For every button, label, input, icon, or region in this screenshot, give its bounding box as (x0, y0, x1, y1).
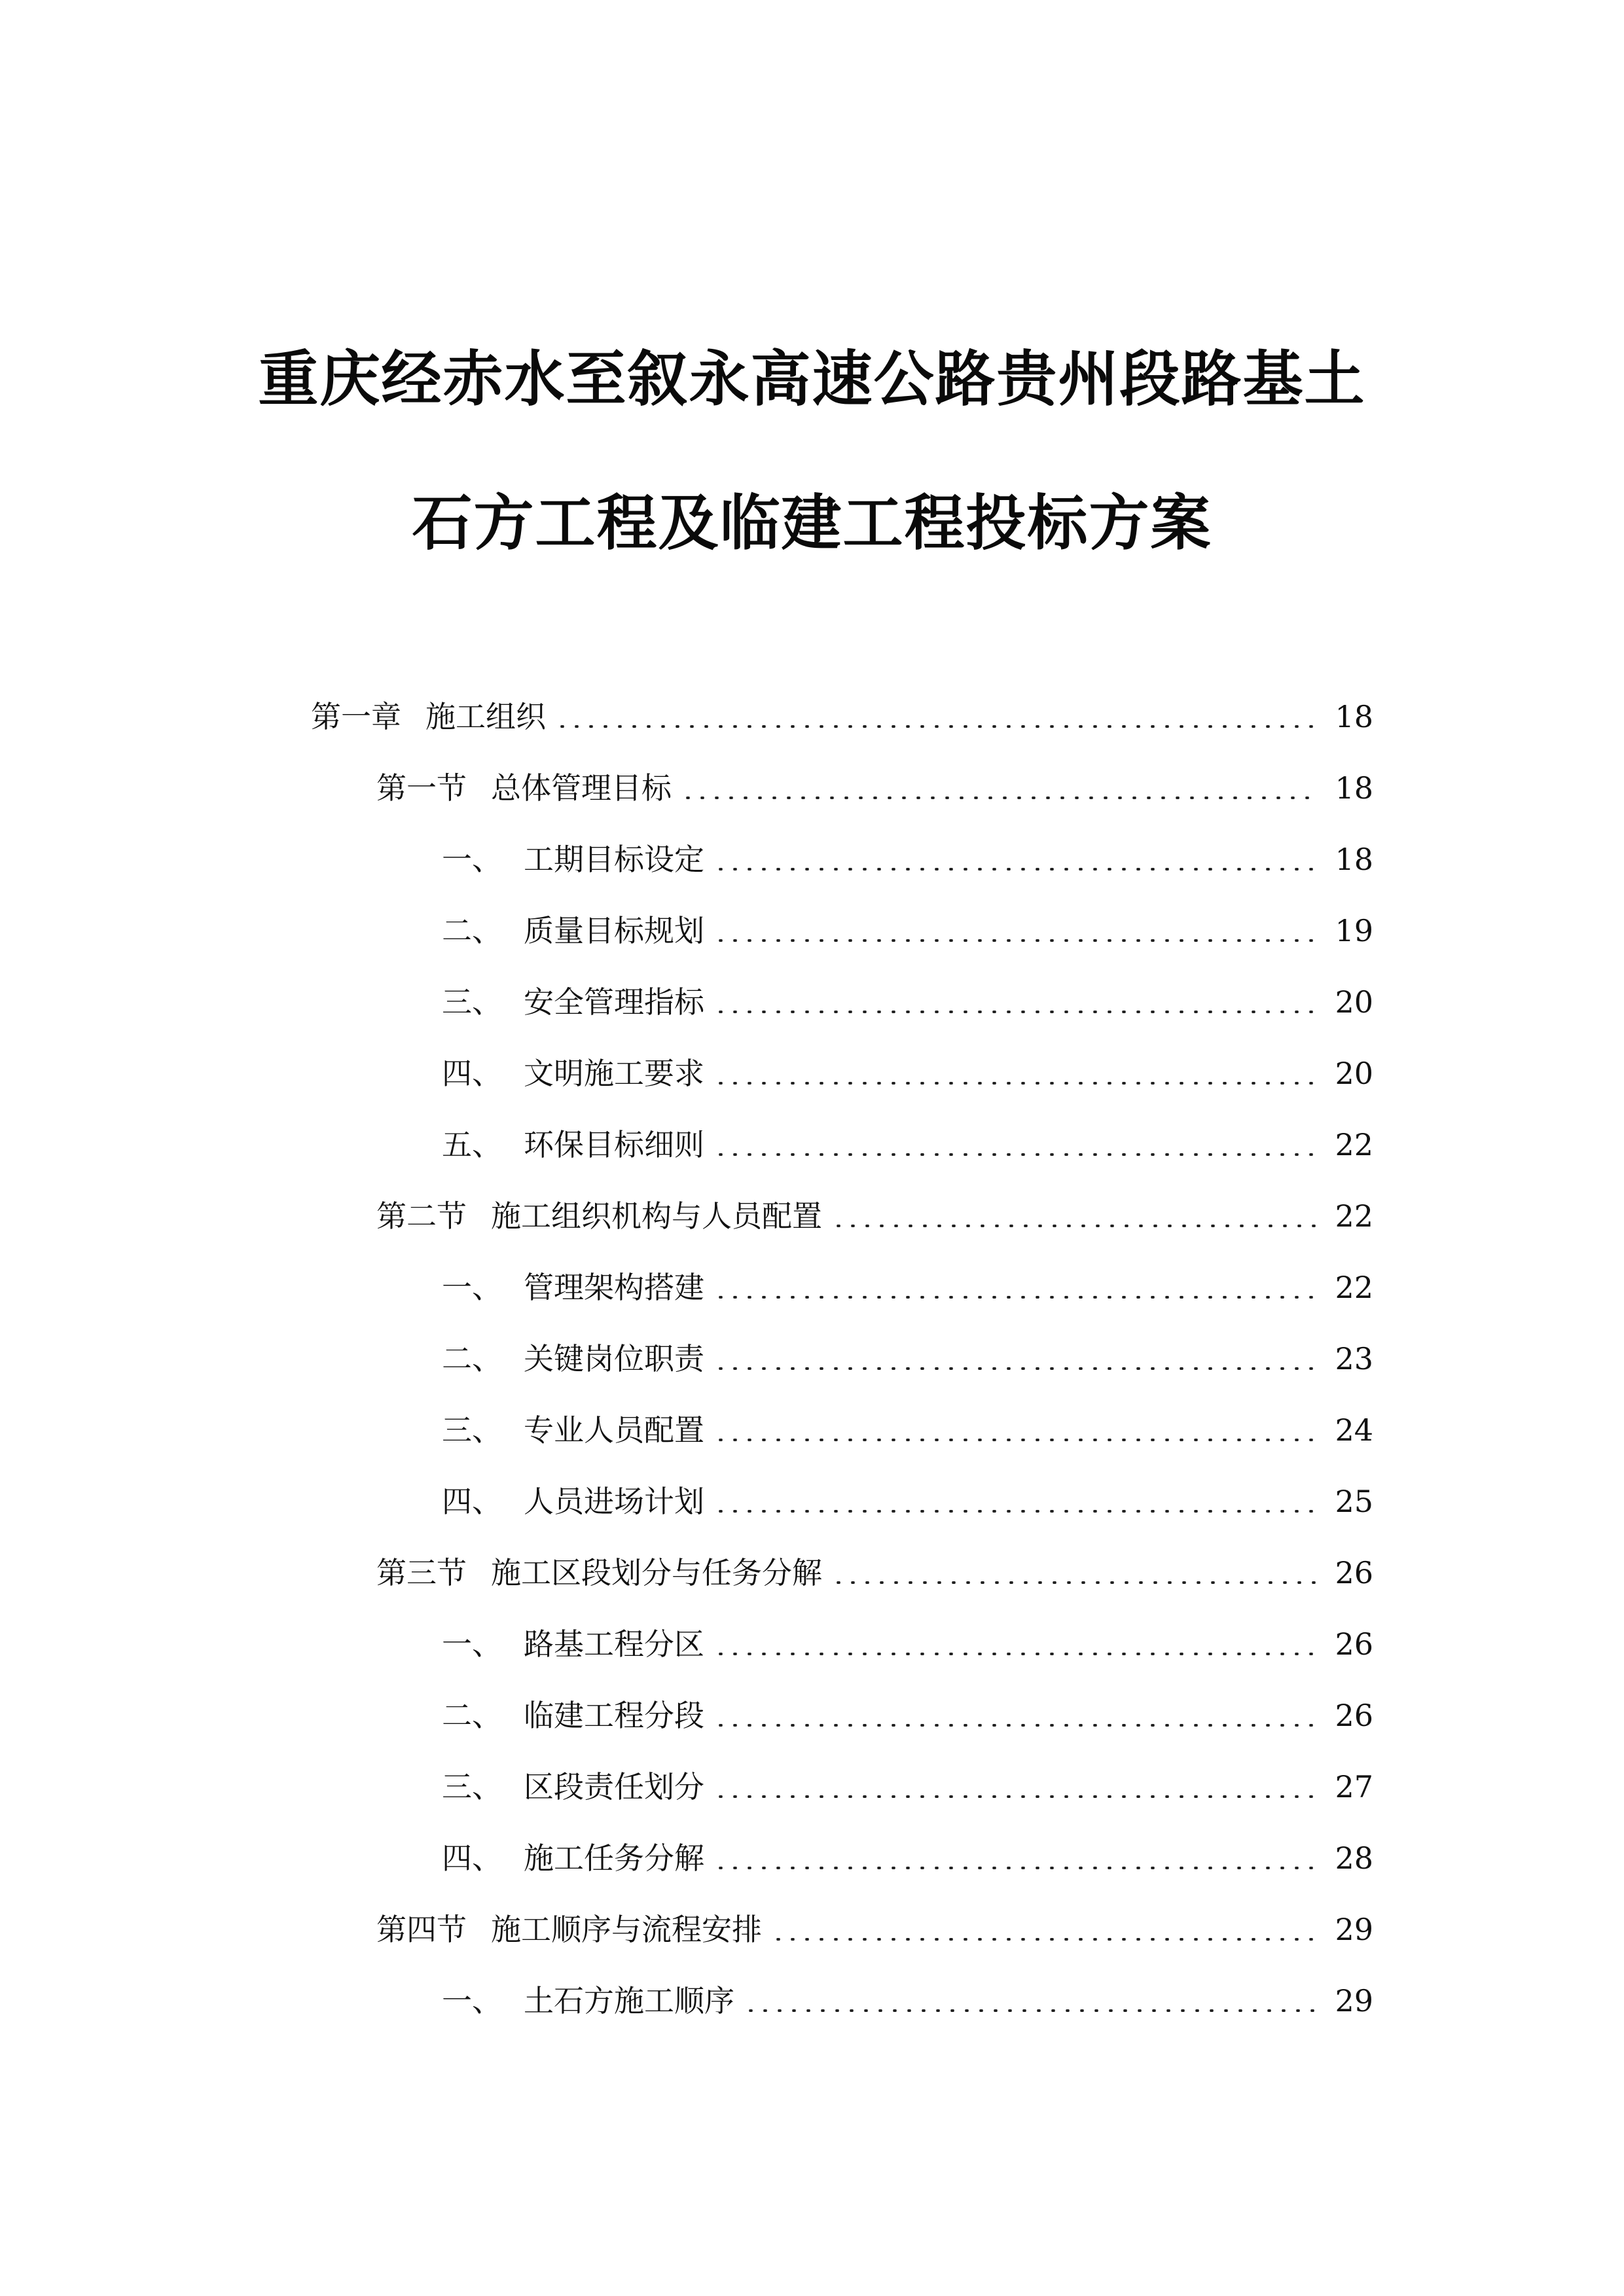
toc-dot-leader (713, 868, 1318, 870)
toc-page-number: 19 (1335, 913, 1373, 948)
toc-page-number: 18 (1335, 770, 1373, 806)
toc-entry-number: 一、 (442, 842, 502, 877)
toc-entry-number: 第二节 (376, 1198, 467, 1234)
title-line-2: 石方工程及临建工程投标方案 (412, 488, 1212, 558)
toc-page-number: 22 (1335, 1270, 1373, 1305)
toc-dot-leader (555, 725, 1318, 728)
toc-entry-title: 工期目标设定 (524, 842, 704, 877)
toc-entry[interactable] (442, 1764, 1373, 1810)
toc-entry[interactable] (442, 1407, 1373, 1453)
toc-entry-number: 二、 (442, 913, 502, 948)
toc-entry-number: 一、 (442, 1626, 502, 1662)
toc-dot-leader (713, 1867, 1318, 1869)
toc-dot-leader (713, 1153, 1318, 1156)
toc-entry[interactable] (442, 1621, 1373, 1667)
toc-dot-leader (713, 1082, 1318, 1085)
toc-page-number: 18 (1335, 842, 1373, 877)
toc-page-number: 29 (1335, 1983, 1373, 2018)
toc-dot-leader (713, 1439, 1318, 1441)
toc-entry[interactable] (442, 1265, 1373, 1310)
toc-dot-leader (744, 2009, 1318, 2012)
toc-entry-number: 五、 (442, 1127, 502, 1162)
toc-page-number: 23 (1335, 1341, 1373, 1376)
toc-entry[interactable] (376, 1550, 1373, 1596)
toc-entry[interactable] (442, 908, 1373, 954)
toc-entry-number: 第一章 (311, 699, 401, 734)
toc-entry-title: 施工组织 (425, 699, 546, 734)
toc-page-number: 26 (1335, 1698, 1373, 1733)
toc-page-number: 29 (1335, 1912, 1373, 1947)
toc-entry-number: 三、 (442, 984, 502, 1020)
toc-dot-leader (713, 1011, 1318, 1013)
toc-entry-title: 关键岗位职责 (524, 1341, 704, 1376)
toc-entry[interactable] (442, 979, 1373, 1025)
toc-entry-number: 二、 (442, 1341, 502, 1376)
toc-entry-title: 管理架构搭建 (524, 1270, 704, 1305)
toc-entry[interactable] (442, 1050, 1373, 1096)
toc-entry[interactable] (442, 1978, 1373, 2024)
toc-entry-number: 第四节 (376, 1912, 467, 1947)
toc-page-number: 18 (1335, 699, 1373, 734)
toc-entry[interactable] (376, 1193, 1373, 1239)
toc-page-number: 22 (1335, 1127, 1373, 1162)
toc-entry-title: 总体管理目标 (491, 770, 672, 806)
toc-page-number: 25 (1335, 1484, 1373, 1519)
toc-entry-title: 施工顺序与流程安排 (491, 1912, 762, 1947)
toc-dot-leader (771, 1938, 1318, 1941)
toc-dot-leader (713, 1367, 1318, 1370)
toc-page-number: 27 (1335, 1769, 1373, 1804)
toc-page-number: 26 (1335, 1626, 1373, 1662)
toc-entry[interactable] (442, 1336, 1373, 1382)
toc-page-number: 24 (1335, 1412, 1373, 1448)
toc-dot-leader (713, 939, 1318, 942)
toc-entry-title: 土石方施工顺序 (524, 1983, 734, 2018)
toc-entry[interactable] (376, 765, 1373, 811)
toc-entry-number: 第三节 (376, 1555, 467, 1590)
toc-entry-number: 四、 (442, 1056, 502, 1091)
toc-dot-leader (831, 1225, 1318, 1227)
toc-entry[interactable] (442, 1479, 1373, 1524)
toc-entry-number: 四、 (442, 1484, 502, 1519)
toc-page-number: 26 (1335, 1555, 1373, 1590)
toc-page-number: 28 (1335, 1840, 1373, 1876)
toc-entry[interactable] (311, 694, 1373, 740)
toc-entry-title: 环保目标细则 (524, 1127, 704, 1162)
toc-entry-number: 第一节 (376, 770, 467, 806)
toc-entry-title: 安全管理指标 (524, 984, 704, 1020)
toc-page-number: 20 (1335, 984, 1373, 1020)
toc-entry-title: 临建工程分段 (524, 1698, 704, 1733)
toc-entry-number: 一、 (442, 1270, 502, 1305)
toc-entry-title: 文明施工要求 (524, 1056, 704, 1091)
toc-entry-title: 专业人员配置 (524, 1412, 704, 1448)
toc-page-number: 20 (1335, 1056, 1373, 1091)
toc-entry-title: 路基工程分区 (524, 1626, 704, 1662)
title-line-1: 重庆经赤水至叙永高速公路贵州段路基土 (258, 344, 1366, 414)
toc-entry[interactable] (442, 836, 1373, 882)
toc-dot-leader (713, 1724, 1318, 1727)
toc-dot-leader (713, 1296, 1318, 1299)
document-title (0, 308, 1624, 596)
toc-entry[interactable] (376, 1907, 1373, 1952)
toc-entry-title: 施工任务分解 (524, 1840, 704, 1876)
toc-entry[interactable] (442, 1835, 1373, 1881)
toc-dot-leader (713, 1510, 1318, 1513)
toc-entry-title: 施工区段划分与任务分解 (491, 1555, 822, 1590)
toc-entry-title: 区段责任划分 (524, 1769, 704, 1804)
toc-dot-leader (681, 797, 1318, 799)
toc-entry[interactable] (442, 1122, 1373, 1168)
toc-entry-title: 人员进场计划 (524, 1484, 704, 1519)
toc-entry-number: 二、 (442, 1698, 502, 1733)
toc-entry-number: 三、 (442, 1769, 502, 1804)
toc-entry-number: 四、 (442, 1840, 502, 1876)
toc-dot-leader (713, 1795, 1318, 1798)
toc-dot-leader (713, 1653, 1318, 1655)
toc-entry-title: 施工组织机构与人员配置 (491, 1198, 822, 1234)
toc-entry-title: 质量目标规划 (524, 913, 704, 948)
toc-entry-number: 三、 (442, 1412, 502, 1448)
toc-entry[interactable] (442, 1693, 1373, 1738)
toc-dot-leader (831, 1581, 1318, 1584)
toc-page-number: 22 (1335, 1198, 1373, 1234)
toc-entry-number: 一、 (442, 1983, 502, 2018)
